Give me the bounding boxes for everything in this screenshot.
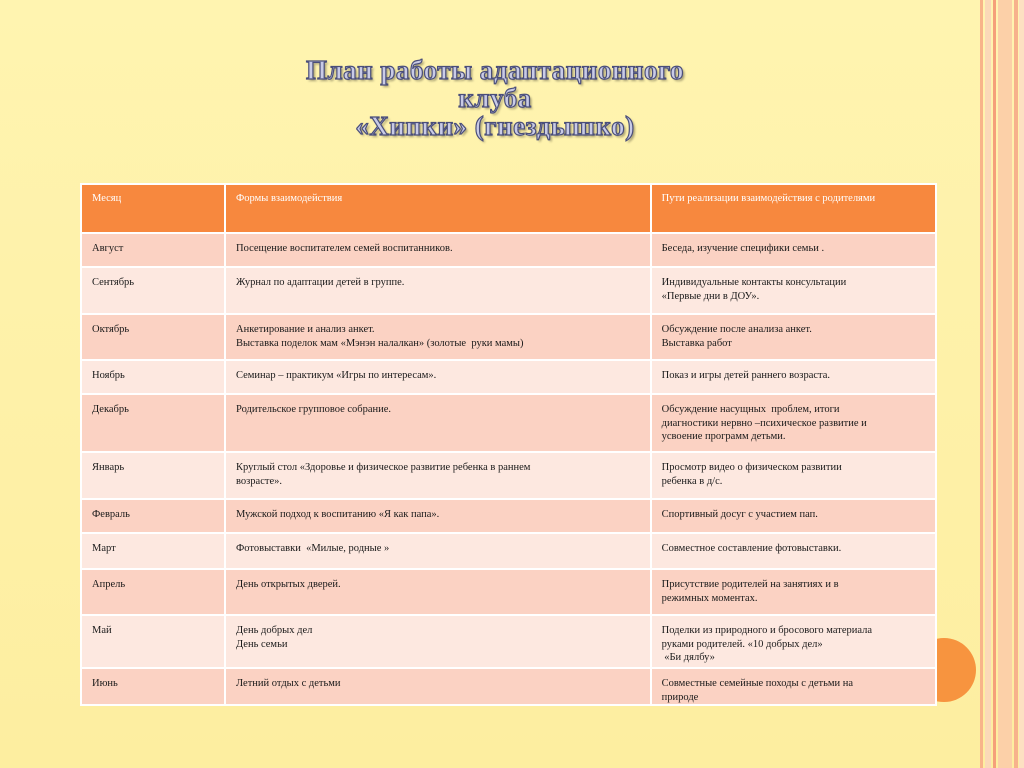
cell-line: Летний отдых с детьми [236, 678, 341, 689]
cell-month: Декабрь [81, 394, 225, 452]
cell-month: Июнь [81, 668, 225, 705]
cell-ways [651, 267, 936, 314]
table-header-row [81, 184, 936, 233]
cell-line: Совместные семейные походы с детьми на [661, 678, 854, 689]
cell-month: Январь [81, 452, 225, 499]
cell-month: Май [81, 615, 225, 668]
cell-forms [225, 360, 651, 394]
table-row [81, 615, 936, 668]
cell-ways [651, 233, 936, 267]
header-ways: Пути реализации взаимодействия с родителями [651, 184, 936, 233]
cell-forms [225, 452, 651, 499]
table-row [81, 394, 936, 452]
title-line-3: «Хипки» (гнездышко) [355, 111, 635, 141]
cell-line: Журнал по адаптации детей в группе. [236, 277, 405, 288]
cell-month: Август [81, 233, 225, 267]
table-row [81, 533, 936, 569]
header-forms: Формы взаимодействия [225, 184, 651, 233]
decorative-stripe [1019, 0, 1024, 768]
cell-forms [225, 314, 651, 360]
cell-line: режимных моментах. [661, 592, 758, 604]
cell-line: Обсуждение после анализа анкет. [661, 324, 812, 335]
slide-title [240, 56, 750, 140]
decorative-stripe [985, 0, 991, 768]
cell-line: День открытых дверей. [236, 579, 341, 590]
cell-line: ребенка в д/с. [661, 475, 723, 487]
cell-month: Апрель [81, 569, 225, 615]
cell-line: Круглый стол «Здоровье и физическое развитие ребенка в раннем [236, 462, 531, 473]
cell-month: Ноябрь [81, 360, 225, 394]
cell-forms [225, 533, 651, 569]
cell-line: Просмотр видео о физическом развитии [661, 462, 842, 473]
cell-line: Совместное составление фотовыставки. [661, 543, 842, 554]
cell-month: Сентябрь [81, 267, 225, 314]
cell-forms [225, 569, 651, 615]
cell-line: Выставка поделок мам «Мэнэн налалкан» (золотые руки мамы) [236, 337, 524, 349]
cell-line: природе [661, 691, 699, 703]
cell-line: День семьи [236, 638, 288, 650]
cell-line: День добрых дел [236, 625, 313, 636]
cell-line: «Би дялбу» [661, 652, 715, 663]
plan-table [80, 183, 937, 706]
cell-forms [225, 267, 651, 314]
cell-line: Поделки из природного и бросового материала [661, 625, 873, 636]
table-row [81, 499, 936, 533]
cell-forms [225, 394, 651, 452]
cell-month: Февраль [81, 499, 225, 533]
cell-forms [225, 668, 651, 705]
cell-line: Присутствие родителей на занятиях и в [661, 579, 839, 590]
title-line-1: План работы адаптационного [305, 55, 685, 85]
cell-ways [651, 452, 936, 499]
cell-line: диагностики нервно –психическое развитие и [661, 417, 867, 429]
cell-month: Март [81, 533, 225, 569]
title-line-2: клуба [458, 83, 532, 113]
table-row [81, 668, 936, 705]
cell-ways [651, 499, 936, 533]
cell-line: Обсуждение насущных проблем, итоги [661, 404, 840, 415]
header-month: Месяц [81, 184, 225, 233]
table-row [81, 233, 936, 267]
table-row [81, 360, 936, 394]
decorative-stripe [993, 0, 996, 768]
cell-line: Семинар – практикум «Игры по интересам». [236, 370, 437, 381]
cell-line: Посещение воспитателем семей воспитанников. [236, 243, 453, 254]
cell-line: Индивидуальные контакты консультации [661, 277, 847, 288]
cell-ways [651, 569, 936, 615]
cell-ways [651, 314, 936, 360]
decorative-stripe [980, 0, 983, 768]
decorative-stripe [1014, 0, 1018, 768]
cell-ways [651, 533, 936, 569]
table-row [81, 267, 936, 314]
cell-ways [651, 615, 936, 668]
cell-forms [225, 499, 651, 533]
cell-line: Показ и игры детей раннего возраста. [661, 370, 831, 381]
decorative-stripe [998, 0, 1012, 768]
cell-ways [651, 394, 936, 452]
cell-line: Родительское групповое собрание. [236, 404, 392, 415]
cell-line: Фотовыставки «Милые, родные » [236, 543, 390, 554]
cell-line: возрасте». [236, 475, 282, 487]
cell-forms [225, 233, 651, 267]
cell-line: Мужской подход к воспитанию «Я как папа». [236, 509, 440, 520]
cell-line: Анкетирование и анализ анкет. [236, 324, 375, 335]
cell-line: Беседа, изучение специфики семьи . [661, 243, 825, 254]
table-row [81, 569, 936, 615]
table-row [81, 452, 936, 499]
cell-forms [225, 615, 651, 668]
cell-line: Спортивный досуг с участием пап. [661, 509, 818, 520]
cell-line: руками родителей. «10 добрых дел» [661, 638, 823, 650]
table-row [81, 314, 936, 360]
cell-line: усвоение программ детьми. [661, 431, 786, 442]
cell-ways [651, 668, 936, 705]
cell-month: Октябрь [81, 314, 225, 360]
cell-line: Выставка работ [661, 337, 732, 349]
cell-ways [651, 360, 936, 394]
cell-line: «Первые дни в ДОУ». [661, 290, 760, 302]
